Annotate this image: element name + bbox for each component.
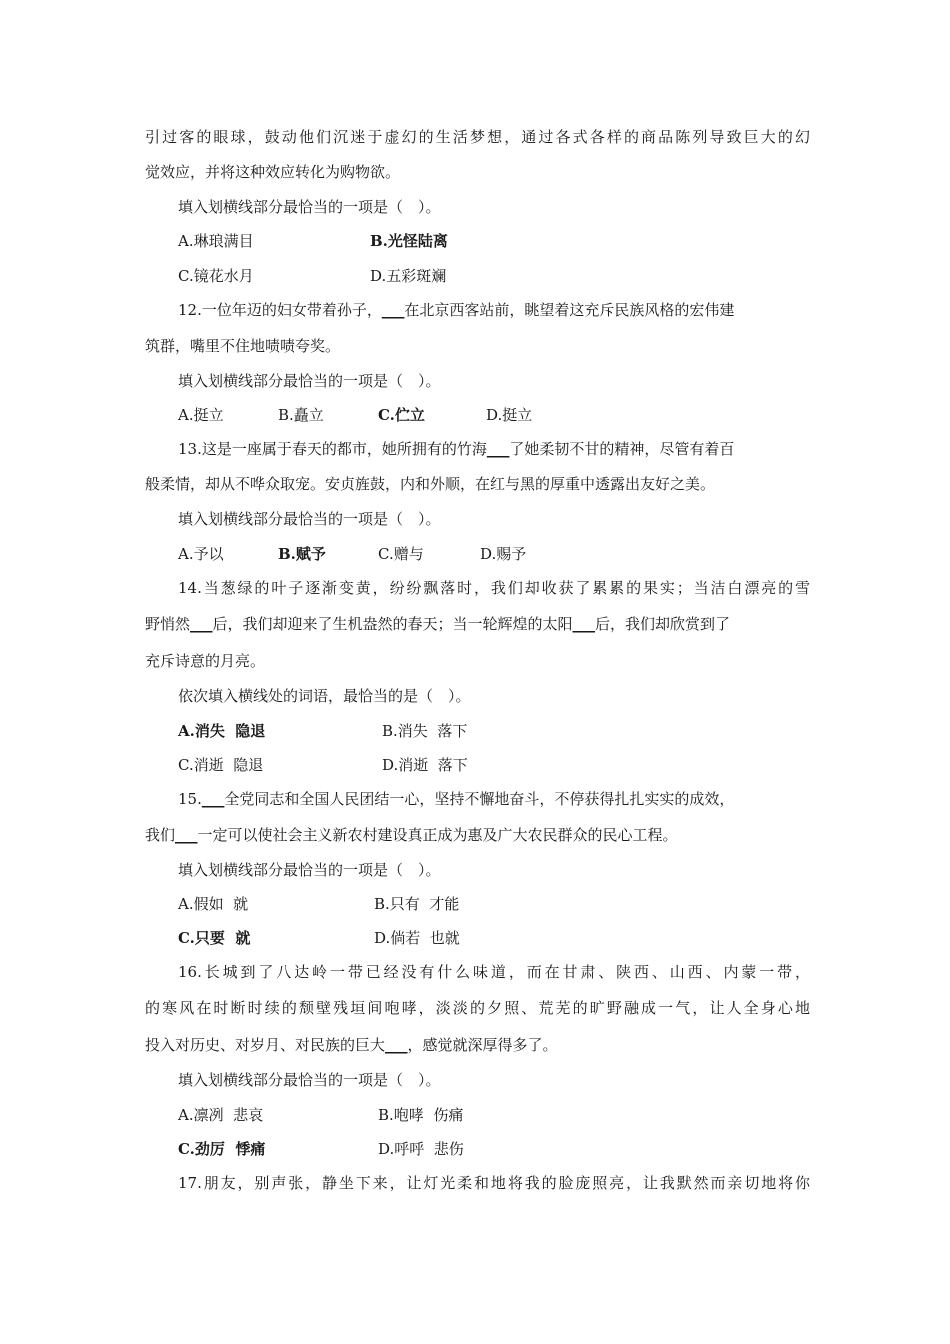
q14-option-d: D.消逝 落下 (382, 756, 468, 774)
q14-option-c: C.消逝 隐退 (178, 756, 264, 774)
q12-option-c: C.伫立 (378, 406, 425, 424)
q15-text-2-post: 一定可以使社会主义新农村建设真正成为惠及广大农民群众的民心工程。 (197, 826, 678, 844)
q11-line-2: 觉效应，并将这种效应转化为购物欲。 (145, 163, 401, 181)
q15-option-b: B.只有 才能 (374, 895, 460, 913)
q12-option-d: D.挺立 (486, 406, 533, 424)
q15-text-2-pre: 我们 (145, 826, 176, 844)
q12-option-b: B.矗立 (278, 406, 324, 424)
q16-prompt: 填入划横线部分最恰当的一项是（ ）。 (178, 1071, 441, 1089)
q16-blank: ___ (385, 1036, 408, 1054)
q13-text-post: 了她柔韧不甘的精神，尽管有着百 (509, 440, 735, 458)
q13-line-2: 般柔情，却从不哗众取宠。安贞旌鼓，内和外顺，在红与黑的厚重中透露出友好之美。 (145, 475, 716, 493)
q15-line-1 (178, 789, 810, 809)
q14-line-3: 充斥诗意的月亮。 (145, 652, 266, 670)
q16-text-pre: 投入对历史、对岁月、对民族的巨大 (145, 1036, 386, 1054)
q12-blank: ___ (381, 301, 405, 319)
q16-option-d: D.呼呼 悲伤 (378, 1140, 464, 1158)
q15-option-c: C.只要 就 (178, 929, 251, 947)
q15-option-a: A.假如 就 (178, 895, 249, 913)
q11-option-c: C.镜花水月 (178, 267, 254, 285)
q12-prompt: 填入划横线部分最恰当的一项是（ ）。 (178, 372, 441, 390)
q15-blank-2: ___ (175, 826, 198, 844)
q15-prompt: 填入划横线部分最恰当的一项是（ ）。 (178, 861, 441, 879)
q16-option-b: B.咆哮 伤痛 (378, 1106, 464, 1124)
q13-line-1 (178, 439, 810, 459)
q13-blank: ___ (486, 440, 510, 458)
q16-option-c: C.劲厉 悸痛 (178, 1140, 266, 1158)
q13-option-c: C.赠与 (378, 545, 424, 563)
q15-option-d: D.倘若 也就 (374, 929, 460, 947)
q17-line-1: 17.朋友，别声张，静坐下来，让灯光柔和地将我的脸庞照亮，让我默然而亲切地将你 (178, 1174, 810, 1192)
q13-option-d: D.赐予 (480, 545, 527, 563)
q14-text-b: 后，我们却迎来了生机盎然的春天；当一轮辉煌的太阳 (212, 615, 573, 633)
q11-option-a: A.琳琅满目 (178, 232, 254, 250)
q11-option-d: D.五彩斑斓 (370, 267, 447, 285)
q13-prompt: 填入划横线部分最恰当的一项是（ ）。 (178, 510, 441, 528)
q16-line-3 (145, 1035, 810, 1055)
q15-blank-1: ___ (201, 790, 225, 808)
q14-option-b: B.消失 落下 (382, 722, 468, 740)
q12-text-post: 在北京西客站前，眺望着这充斥民族风格的宏伟建 (404, 301, 735, 319)
q11-line-1: 引过客的眼球，鼓动他们沉迷于虚幻的生活梦想，通过各式各样的商品陈列导致巨大的幻 (145, 128, 810, 146)
q16-line-2: 的寒风在时断时续的颓壁残垣间咆哮，淡淡的夕照、荒芜的旷野融成一气，让人全身心地 (145, 999, 810, 1017)
q16-line-1: 16.长城到了八达岭一带已经没有什么味道，而在甘肃、陕西、山西、内蒙一带， (178, 963, 810, 981)
q15-text-pre: 15. (178, 790, 202, 808)
q12-line-2: 筑群，嘴里不住地啧啧夸奖。 (145, 337, 341, 355)
q14-line-1: 14.当葱绿的叶子逐渐变黄，纷纷飘落时，我们却收获了累累的果实；当洁白漂亮的雪 (178, 579, 810, 597)
q14-line-2 (145, 614, 810, 634)
q12-text-pre: 12.一位年迈的妇女带着孙子， (178, 301, 382, 319)
q15-text-post: 全党同志和全国人民团结一心，坚持不懈地奋斗，不停获得扎扎实实的成效， (224, 790, 735, 808)
q14-prompt: 依次填入横线处的词语，最恰当的是（ ）。 (178, 687, 471, 705)
q14-blank-2: ___ (572, 615, 596, 633)
q14-text-c: 后，我们却欣赏到了 (595, 615, 731, 633)
q16-text-post: ，感觉就深厚得多了。 (407, 1036, 558, 1054)
q13-option-b: B.赋予 (278, 545, 326, 563)
q16-option-a: A.凛冽 悲哀 (178, 1106, 264, 1124)
q11-prompt: 填入划横线部分最恰当的一项是（ ）。 (178, 198, 441, 216)
q13-text-pre: 13.这是一座属于春天的都市，她所拥有的竹海 (178, 440, 487, 458)
q15-line-2 (145, 825, 810, 845)
q14-blank-1: ___ (190, 615, 213, 633)
q11-option-b: B.光怪陆离 (370, 232, 448, 250)
q12-line-1 (178, 300, 810, 320)
q12-option-a: A.挺立 (178, 406, 224, 424)
q13-option-a: A.予以 (178, 545, 224, 563)
q14-option-a: A.消失 隐退 (178, 722, 266, 740)
q14-text-a: 野悄然 (145, 615, 191, 633)
